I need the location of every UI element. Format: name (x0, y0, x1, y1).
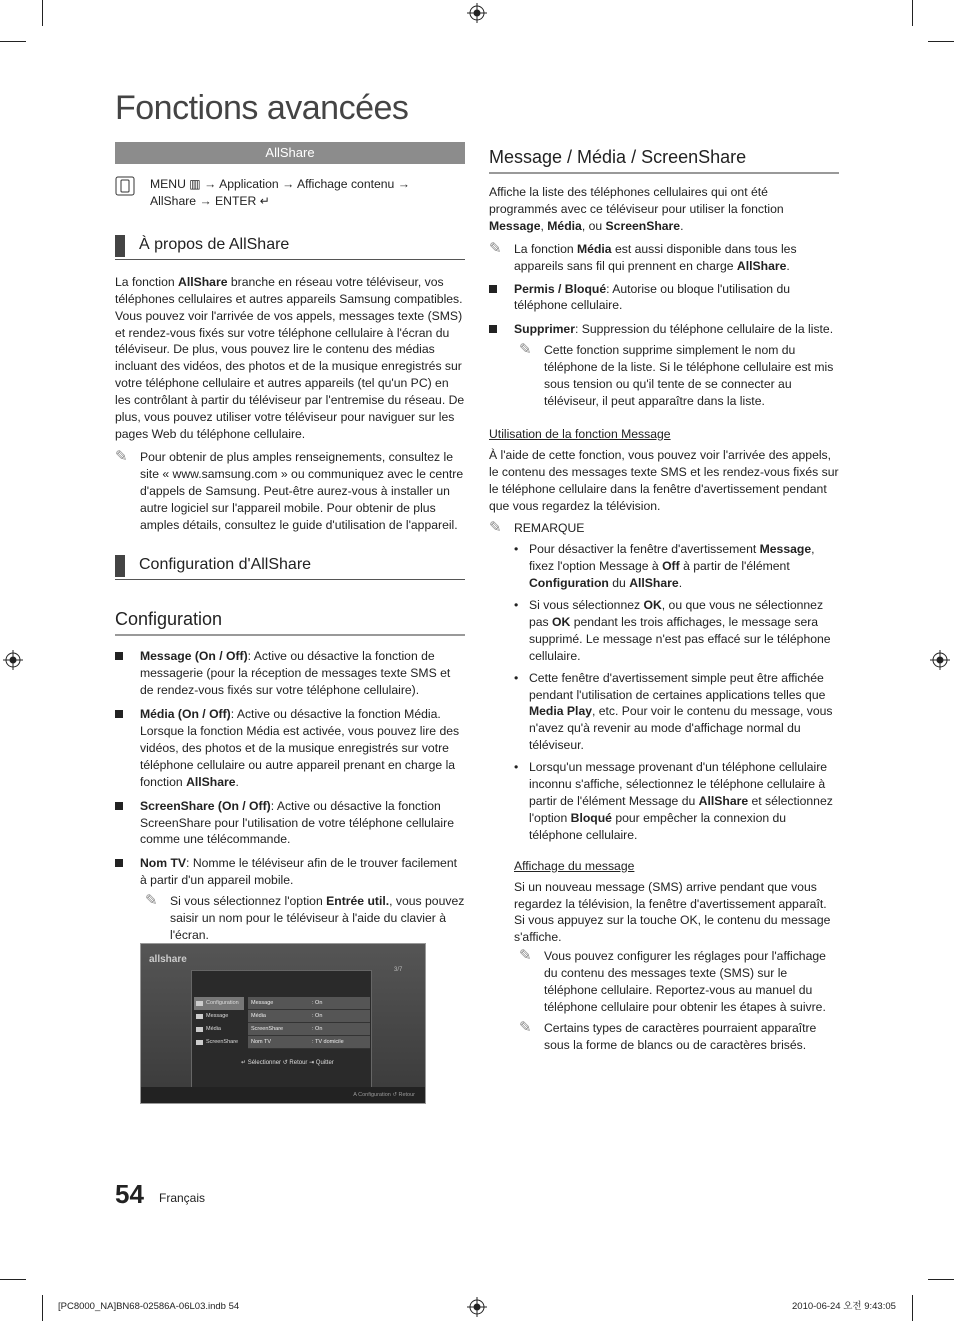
list-item-nom-tv: Nom TV: Nomme le téléviseur afin de le trouver facilement à partir d'un appareil mobile. (115, 855, 465, 889)
config-sub-heading: Configuration d'AllShare (115, 555, 465, 580)
affichage-paragraph: Si un nouveau message (SMS) arrive pendant que vous regardez la télévision, la fenêtre d'avertissement apparaît. Si vous appuyez sur la touche OK, le contenu du message s'affiche. (514, 879, 831, 945)
tv-screenshot (140, 943, 426, 1104)
right-column (489, 146, 839, 1054)
list-item: • Pour désactiver la fenêtre d'avertissement Message, fixez l'option Message à Off à partir de l'élément Configuration du AllShare. (514, 541, 839, 592)
page-number: 54 (115, 1179, 144, 1209)
intro-paragraph: Affiche la liste des téléphones cellulaires qui ont été programmés avec ce téléviseur pour utiliser la fonction Message, Média, ou ScreenShare. (489, 185, 784, 233)
menu-item-media[interactable]: Média (194, 1023, 244, 1036)
list-item: • Cette fenêtre d'avertissement simple peut être affichée pendant l'utilisation de certaines applications telles que Media Play, etc. Pour voir le contenu du message, vous n'avez qu'à revenir au mode d'affichage normal du téléviseur. (514, 670, 839, 755)
registration-mark-icon (930, 650, 950, 670)
footer-date: 2010-06-24 오전 9:43:05 (792, 1301, 896, 1312)
left-column (115, 142, 465, 944)
menu-item-configuration[interactable]: Configuration (194, 997, 244, 1010)
about-heading: À propos de AllShare (115, 235, 465, 260)
util-heading: Utilisation de la fonction Message (489, 426, 671, 441)
remote-icon (115, 176, 135, 196)
crop-mark (928, 1279, 954, 1280)
nom-tv-note: ✎ Si vous sélectionnez l'option Entrée util., vous pouvez saisir un nom pour le téléviseur à l'aide du clavier à l'écran. (145, 892, 465, 942)
affichage-heading: Affichage du message (514, 858, 635, 873)
note-pencil-icon: ✎ (519, 1018, 532, 1036)
media-note: ✎ La fonction Média est aussi disponible dans tous les appareils sans fil qui prennent en charge AllShare. (489, 239, 797, 273)
note-pencil-icon: ✎ (489, 239, 502, 257)
list-item-media: Média (On / Off): Active ou désactive la fonction Média. Lorsque la fonction Média est activée, vous pouvez lire des vidéos, des photos et de la musique enregistrés sur votre téléphone cellulaire ou autre appareil prenant en charge la fonction AllShare. (115, 706, 465, 791)
crop-mark (928, 41, 954, 42)
remarque-label: ✎ REMARQUE (489, 519, 585, 537)
page-indicator: 3/7 (394, 967, 403, 973)
note-pencil-icon: ✎ (519, 947, 532, 965)
note-pencil-icon: ✎ (145, 892, 158, 910)
affichage-note: ✎ Vous pouvez configurer les réglages pour l'affichage du contenu des messages texte (SMS) sur le téléphone cellulaire. Reportez-vous au manuel du téléphone cellulaire pour obtenir les étapes à suivre. (519, 947, 826, 1014)
table-row[interactable]: Nom TV : TV domicile (248, 1036, 370, 1049)
list-item: • Lorsqu'un message provenant d'un téléphone cellulaire inconnu s'affiche, sélectionnez le téléphone cellulaire à partir de l'élément Message du AllShare et sélectionnez l'option Bloqué pour empêcher la connexion du téléphone cellulaire. (514, 759, 839, 844)
characters-note: ✎ Certains types de caractères pourraient apparaître sous la forme de blancs ou de caractères brisés. (519, 1018, 817, 1052)
crop-mark (0, 41, 26, 42)
language-label: Français (159, 1191, 206, 1205)
right-heading: Message / Média / ScreenShare (489, 146, 839, 174)
page-title: Fonctions avancées (115, 89, 409, 127)
note-pencil-icon: ✎ (489, 519, 502, 537)
crop-mark (0, 1279, 26, 1280)
registration-mark-icon (3, 650, 23, 670)
config-heading: Configuration (115, 608, 465, 636)
table-row[interactable]: Message : On (248, 997, 370, 1010)
remarque-list (514, 541, 839, 843)
supprimer-note: ✎ Cette fonction supprime simplement le nom du téléphone de la liste. Si le téléphone cellulaire est mis sous tension ou qu'il tente de se connecter au téléviseur, il peut apparaître dans la liste. (519, 341, 834, 408)
registration-mark-icon (467, 3, 487, 23)
registration-mark-icon (467, 1297, 487, 1317)
list-item: • Si vous sélectionnez OK, ou que vous ne sélectionnez pas OK pendant les trois affichages, le message sera supprimé. Le message n'est pas effacé sur le téléphone cellulaire. (514, 597, 839, 665)
table-row[interactable]: ScreenShare : On (248, 1023, 370, 1036)
list-item-permis: Permis / Bloqué: Autorise ou bloque l'utilisation du téléphone cellulaire. (489, 281, 839, 315)
about-note: ✎ Pour obtenir de plus amples renseignements, consultez le site « www.samsung.com » ou communiquez avec le centre d'appels de Samsung. Peut-être aurez-vous à installer un autre logiciel sur l'appareil mobile. Pour obtenir de plus amples détails, consultez le guide d'utilisation de l'appareil. (115, 447, 464, 532)
list-item-screenshare: ScreenShare (On / Off): Active ou désactive la fonction ScreenShare pour l'utilisation de votre téléphone cellulaire comme une télécommande. (115, 798, 465, 849)
menu-path: MENU ▥ → Application → Affichage contenu → AllShare → ENTER ↵ (115, 176, 465, 210)
section-bar-title: AllShare (115, 142, 465, 164)
crop-mark (42, 1295, 43, 1321)
crop-mark (912, 0, 913, 26)
nav-hints: ↵ Sélectionner ↺ Retour ⇥ Quitter (241, 1060, 334, 1066)
menu-item-screenshare[interactable]: ScreenShare (194, 1036, 244, 1049)
table-row[interactable]: Média : On (248, 1010, 370, 1023)
note-pencil-icon: ✎ (115, 447, 128, 465)
crop-mark (42, 0, 43, 26)
settings-panel (191, 970, 372, 1092)
allshare-logo: allshare (149, 954, 187, 965)
screenshot-footer: A Configuration ↺ Retour (141, 1087, 425, 1103)
about-paragraph: La fonction AllShare branche en réseau votre téléviseur, vos téléphones cellulaires et autres appareils Samsung compatibles. Vous pouvez voir l'arrivée de vos appels, messages texte (SMS) et rendez-vous fixés sur votre téléphone cellulaire à l'écran du téléviseur. De plus, vous pouvez lire le contenu des médias incluant des vidéos, des photos et de la musique enregistrés sur votre téléphone cellulaire et autres appareils (tel qu'un PC) en les contrôlant à partir du téléviseur par l'entremise du réseau. De plus, vous pouvez utiliser votre téléviseur pour naviguer sur les pages Web du téléphone cellulaire. (115, 274, 465, 441)
footer-file: [PC8000_NA]BN68-02586A-06L03.indb 54 (58, 1301, 240, 1312)
crop-mark (912, 1295, 913, 1321)
note-pencil-icon: ✎ (519, 341, 532, 359)
list-item-supprimer: Supprimer: Suppression du téléphone cellulaire de la liste. (489, 321, 839, 338)
util-paragraph: À l'aide de cette fonction, vous pouvez voir l'arrivée des appels, le contenu des messages texte SMS et les rendez-vous fixés sur le téléphone cellulaire dans la fenêtre d'avertissement pendant que vous regardez la télévision. (489, 447, 839, 513)
list-item-message: Message (On / Off): Active ou désactive la fonction de messagerie (pour la réception de messages texte SMS et de rendez-vous fixés sur votre téléphone cellulaire). (115, 648, 465, 699)
menu-item-message[interactable]: Message (194, 1010, 244, 1023)
